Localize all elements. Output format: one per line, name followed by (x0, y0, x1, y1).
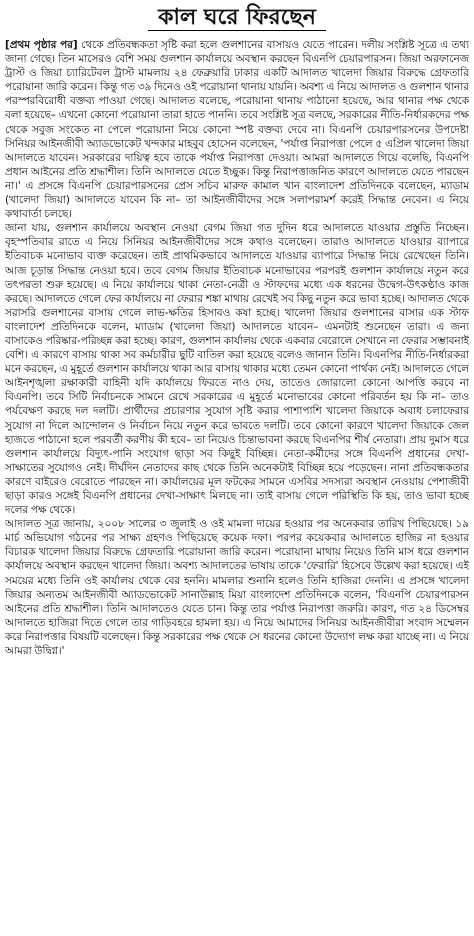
paragraph-1-text: থেকে প্রতিবন্ধকতা সৃষ্টি করা হলে গুলশানের বাসায়ও যেতে পারেন। দলীয় সংশ্লিষ্ট সূত্রে এ তথ্য জানা গেছে। তিন মাসেরও বেশি সময় গুলশান কার্যালয়ে অবস্থান করছেন বিএনপি চেয়ারপারসন। জিয়া অরফানেজ ট্রাস্ট ও জিয়া চ্যারিটেবল ট্রাস্ট মামলায় ২৪ ফেব্রুয়ারি ঢাকার একটি আদালত খালেদা জিয়ার বিরুদ্ধে গ্রেফতারি পরোয়ানা জারি করেন। কিন্তু গত ৩৯ দিনেও ওই পরোয়ানা থানায় যায়নি। অবশ্য এ নিয়ে আদালত ও গুলশান থানার পরস্পরবিরোধী বক্তব্য পাওয়া গেছে। আদালত বলেছে, পরোয়ানা থানায় পাঠানো হয়েছে, আর থানার পক্ষ থেকে বলা হয়েছে– এখনো কোনো পরোয়ানা তারা হাতে পাননি। তবে সংশ্লিষ্ট সূত্র বলছে, সরকারের নীতি-নির্ধারকদের পক্ষ থেকে সবুজ সংকেত না পেলে পরোয়ানা নিয়ে কোনো স্পষ্ট বক্তব্য দেবে না। বিএনপি চেয়ারপারসনের উপদেষ্টা সিনিয়র আইনজীবী অ্যাডভোকেট খন্দকার মাহবুব হোসেন বলেছেন, 'পর্যাপ্ত নিরাপত্তা পেলে ৫ এপ্রিল খালেদা জিয়া আদালতে যাবেন। সরকারের দায়িত্ব হবে তাকে পর্যাপ্ত নিরাপত্তা দেওয়া। আমরা আদালতে গিয়ে বলেছি, বিএনপি প্রধান আইনের প্রতি শ্রদ্ধাশীল। তিনি আদালতে যেতে ইচ্ছুক। কিন্তু নিরাপত্তাজনিত কারণে আদালতে যেতে পারছেন না।' এ প্রসঙ্গে বিএনপি চেয়ারপারসনের প্রেস সচিব মারুফ কামাল খান বাংলাদেশ প্রতিদিনকে বলেছেন, ম্যাডাম (খালেদা জিয়া) আদালতে যাবেন কি না– তা আইনজীবীদের সঙ্গে সলাপরামর্শ করেই সিদ্ধান্ত নেবেন। এ নিয়ে কথাবার্তা চলছে। (5, 39, 469, 221)
continued-from-label: [প্রথম পৃষ্ঠার পর] (5, 39, 78, 51)
paragraph-3: আদালত সূত্র জানায়, ২০০৮ সালের ৩ জুলাই ও ওই মামলা দায়ের হওয়ার পর অনেকবার তারিখ পিছিয়েছে। ১৯ মার্চ অভিযোগ গঠনের পর সাক্ষ্য গ্রহণও পিছিয়েছে কয়েক দফা। পরপর কয়েকবার আদালতে হাজির না হওয়ার বিচারক খালেদা জিয়ার বিরুদ্ধে গ্রেফতারি পরোয়ানা জারি করেন। পরোয়ানা মাথায় নিয়েও তিনি মাস ধরে গুলশান কার্যালয়ে অবস্থান করছেন খালেদা জিয়া। অবশ্য আদালতের ভাষায় তাকে 'ফেরারি' হিসেবে উল্লেখ করা হয়েছে। এই সময়ের মধ্যে তিনি ওই কার্যালয় থেকে বের হননি। মামলার শুনানি হলেও তিনি হাজিরা দেননি। এ প্রসঙ্গে খালেদা জিয়ার অন্যতম আইনজীবী অ্যাডভোকেট সানাউল্লাহ মিয়া বাংলাদেশ প্রতিদিনকে বলেন, 'বিএনপি চেয়ারপারসন আইনের প্রতি শ্রদ্ধাশীল। তিনি আদালতেও যেতে চান। কিন্তু তার পর্যাপ্ত নিরাপত্তা জরুরি। কারণ, গত ২৪ ডিসেম্বর আদালতে হাজিরা দিতে গেলে তার গাড়িবহরে হামলা হয়। এ নিয়ে আমাদের সিনিয়র আইনজীবীরা সংবাদ সম্মেলন করে নিরাপত্তার বিষয়টি বলেছেন। কিন্তু সরকারের পক্ষ থেকে সে ধরনের কোনো উদ্যোগ লক্ষ করা যাচ্ছে না। এ নিয়ে আমরা উদ্বিগ্ন।' (5, 518, 469, 658)
headline: কাল ঘরে ফিরছেন (148, 4, 326, 31)
headline-container (5, 0, 469, 34)
article-body (5, 38, 469, 934)
paragraph-1 (5, 38, 469, 221)
paragraph-2: জানা যায়, গুলশান কার্যালয়ে অবস্থান নেওয়া বেগম জিয়া গত দুদিন ধরে আদালতে যাওয়ার প্রস্তুতি নিচ্ছেন। বৃহস্পতিবার রাতে এ নিয়ে সিনিয়র আইনজীবীদের সঙ্গে কথাও বলেছেন। তারাও আদালতে যাওয়ার ব্যাপারে ইতিবাচক মনোভাব ব্যক্ত করেছেন। তাই প্রাথমিকভাবে আদালতে যাওয়ার ব্যাপারে সিদ্ধান্ত নিয়ে রেখেছেন তিনি। আজ চূড়ান্ত সিদ্ধান্ত নেওয়া হবে। তবে বেগম জিয়ার ইতিবাচক মনোভাবের পরপরই গুলশান কার্যালয়ে নতুন করে তৎপরতা শুরু হয়েছে। এ নিয়ে কার্যালয়ে থাকা নেতা-নেত্রী ও স্টাফদের মধ্যে এক ধরনের উদ্বেগ-উৎকণ্ঠাও কাজ করছে। আদালতে গেলে ফের কার্যালয়ে না ফেরার শঙ্কা মাথায় রেখেই সব কিছু নতুন করে ভাবা হচ্ছে। আদালত থেকে সরাসরি গুলশানের বাসায় গেলে লাভ-ক্ষতির হিসাবও কষা হচ্ছে। খালেদা জিয়ার গুলশানের বাসার এক স্টাফ বাংলাদেশ প্রতিদিনকে বলেন, ম্যাডাম (খালেদা জিয়া) আদালতে যাবেন– এমনটাই শুনেছেন তারা। এ জন্য বাসাকেও পরিষ্কার-পরিচ্ছন্ন করা হচ্ছে। কারণ, গুলশান কার্যালয় থেকে একবার বেরোলে সেখানে না ফেরার সম্ভাবনাই বেশি। এ কারণে বাসায় থাকা সব কর্মচারীর ছুটি বাতিল করা হয়েছে বলেও জানান তিনি। বিএনপির নীতি-নির্ধারকরা মনে করছেন, এ মুহূর্তে গুলশান কার্যালয়ে থাকা আর বাসায় থাকার মধ্যে তেমন কোনো পার্থক্য নেই। আদালতে গেলে আইনশৃঙ্খলা রক্ষাকারী বাহিনী যদি কার্যালয়ে ফিরতে নাও দেয়, তাতেও জোরালো কোনো আপত্তি করবে না বিএনপি। তবে সিটি নির্বাচনকে সামনে রেখে সরকারের এ মুহূর্তে মনোভাবের কোনো পরিবর্তন হয় কি না– তাও পর্যবেক্ষণ করছে দল দলটি। প্রার্থীদের প্রচারণার সুযোগ সৃষ্টি করার পাশাপাশি খালেদা জিয়াকে অবাধ চলাফেরার সুযোগ না দিলে আন্দোলন ও নির্বাচন নিয়ে নতুন করে ভাবতে দলটি। তবে কোনো কারণে খালেদা জিয়াকে জেল হাজতে পাঠানো হলে পরবর্তী করণীয় কী হবে– তা নিয়েও চিন্তাভাবনা করছে বিএনপির শীর্ষ নেতারা। প্রায় দুমাস ধরে গুলশান কার্যালয়ে বিদ্যুৎ-পানি সংযোগ ছাড়া সব কিছুই বিচ্ছিন্ন। নেতা-কর্মীদের সঙ্গে বিএনপি প্রধানের দেখা-সাক্ষাতের সুযোগও নেই। দীর্ঘদিন নেতাদের কাছ থেকে তিনি অনেকটাই বিচ্ছিন্ন হয়ে পড়েছেন। নানা প্রতিবন্ধকতার কারণে বাইরেও বেরোতে পারছেন না। কার্যালয়ের মূল ফটকের সামনে এসবির সদস্যরা অবস্থান নেওয়ায় পেশাজীবী ছাড়া কারও সঙ্গেই বিএনপি প্রধানের দেখা-সাক্ষাৎ মিলছে না। তাই বাসায় গেলে পরিস্থিতি কি হয়, তাও ভাবা হচ্ছে দলের পক্ষ থেকে। (5, 222, 469, 517)
